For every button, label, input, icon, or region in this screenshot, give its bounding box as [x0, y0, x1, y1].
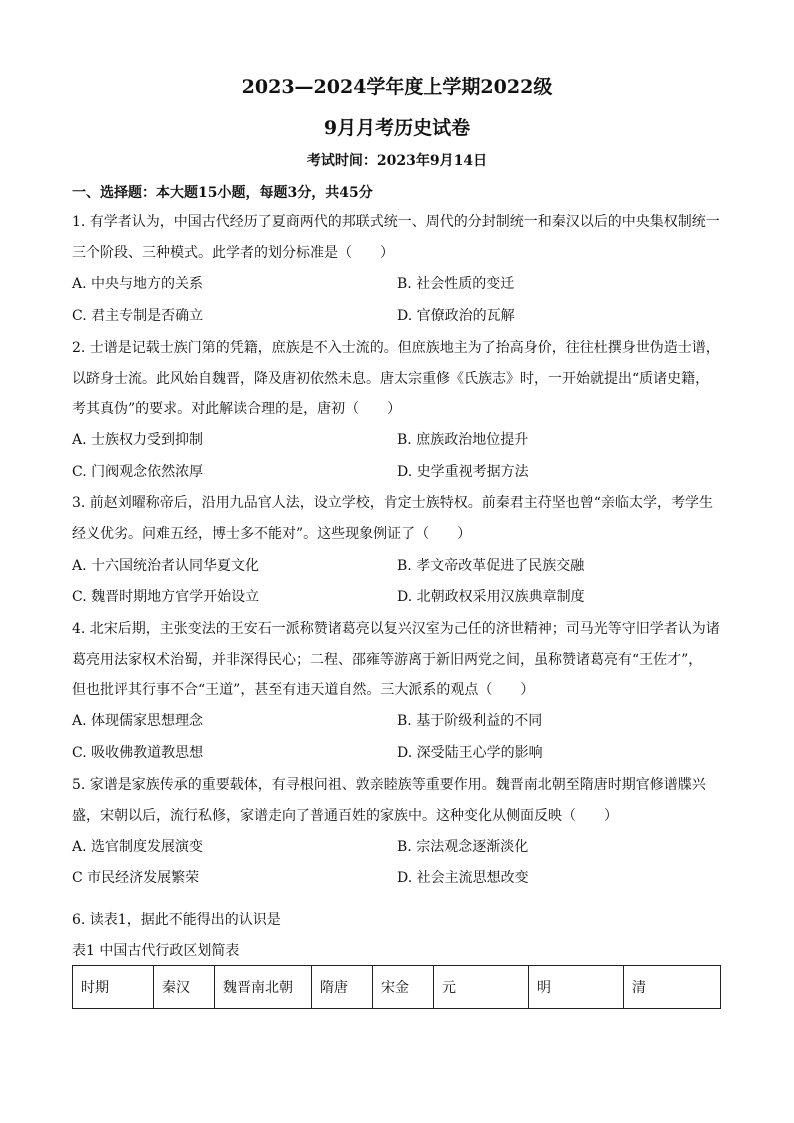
question-4-option-a: A. 体现儒家思想理念	[72, 713, 204, 729]
question-5-line-1: 5. 家谱是家族传承的重要载体，有寻根问祖、敦亲睦族等重要作用。魏晋南北朝至隋唐时期官修谱牒兴	[72, 777, 706, 793]
question-5-line-2: 盛，宋朝以后，流行私修，家谱走向了普通百姓的家族中。这种变化从侧面反映（ ）	[72, 808, 618, 824]
question-4-line-1: 4. 北宋后期，主张变法的王安石一派称赞诸葛亮以复兴汉室为己任的济世精神；司马光等守旧学者认为诸	[72, 621, 720, 637]
table-cell-period: 时期	[73, 966, 154, 1009]
table-row	[73, 966, 721, 1009]
table-caption: 表1 中国古代行政区划简表	[72, 943, 240, 959]
exam-title-line1: 2023—2024学年度上学期2022级	[241, 76, 553, 98]
question-5-option-d: D. 社会主流思想改变	[397, 870, 529, 886]
question-3-option-a: A. 十六国统治者认同华夏文化	[72, 558, 260, 574]
question-1-option-c: C. 君主专制是否确立	[72, 308, 204, 324]
question-2-option-d: D. 史学重视考据方法	[397, 464, 529, 480]
question-1-option-d: D. 官僚政治的瓦解	[397, 308, 515, 324]
question-3-line-2: 经义优劣。问难五经，博士多不能对”。这些现象例证了（ ）	[72, 526, 472, 542]
question-2-option-b: B. 庶族政治地位提升	[397, 432, 529, 448]
question-4-line-3: 但也批评其行事不合“王道”，甚至有违天道自然。三大派系的观点（ ）	[72, 682, 535, 698]
question-4-option-c: C. 吸收佛教道教思想	[72, 745, 204, 761]
question-3-option-c: C. 魏晋时期地方官学开始设立	[72, 589, 260, 605]
question-3-option-b: B. 孝文帝改革促进了民族交融	[397, 558, 585, 574]
table-cell-qing: 清	[624, 966, 721, 1009]
question-5-option-a: A. 选官制度发展演变	[72, 839, 204, 855]
exam-time: 考试时间：2023年9月14日	[306, 153, 488, 169]
table-cell-yuan: 元	[434, 966, 529, 1009]
admin-division-table	[72, 965, 721, 1009]
question-1-line-2: 三个阶段、三种模式。此学者的划分标准是（ ）	[72, 245, 394, 261]
question-4-option-b: B. 基于阶级利益的不同	[397, 713, 543, 729]
question-5-option-b: B. 宗法观念逐渐淡化	[397, 839, 529, 855]
question-1-option-b: B. 社会性质的变迁	[397, 276, 515, 292]
question-2-line-2: 以跻身士流。此风始自魏晋，降及唐初依然未息。唐太宗重修《氏族志》时，一开始就提出“质诸史籍，	[72, 371, 710, 387]
question-4-line-2: 葛亮用法家权术治蜀，并非深得民心；二程、邵雍等游离于新旧两党之间，虽称赞诸葛亮有“王佐才”，	[72, 652, 703, 668]
question-1-option-a: A. 中央与地方的关系	[72, 276, 204, 292]
exam-title-line2: 9月月考历史试卷	[323, 117, 471, 139]
question-2-line-3: 考其真伪”的要求。对此解读合理的是，唐初（ ）	[72, 401, 402, 417]
table-cell-weijin: 魏晋南北朝	[215, 966, 312, 1009]
table-cell-ming: 明	[529, 966, 624, 1009]
section-heading: 一、选择题：本大题15小题，每题3分，共45分	[72, 185, 373, 201]
table-cell-qinhan: 秦汉	[154, 966, 215, 1009]
question-4-option-d: D. 深受陆王心学的影响	[397, 745, 543, 761]
question-1-line-1: 1. 有学者认为，中国古代经历了夏商两代的邦联式统一、周代的分封制统一和秦汉以后的中央集权制统一	[72, 214, 720, 230]
question-3-line-1: 3. 前赵刘曜称帝后，沿用九品官人法，设立学校，肯定士族特权。前秦君主苻坚也曾“亲临太学，考学生	[72, 495, 713, 511]
question-5-option-c: C 市民经济发展繁荣	[72, 870, 200, 886]
table-cell-suitang: 隋唐	[312, 966, 373, 1009]
question-2-line-1: 2. 士谱是记载士族门第的凭籍，庶族是不入士流的。但庶族地主为了抬高身价，往往杜撰身世伪造士谱，	[72, 340, 720, 356]
table-cell-songjin: 宋金	[373, 966, 434, 1009]
question-6-line-1: 6. 读表1，据此不能得出的认识是	[72, 912, 281, 928]
question-2-option-c: C. 门阀观念依然浓厚	[72, 464, 204, 480]
question-2-option-a: A. 士族权力受到抑制	[72, 432, 204, 448]
question-3-option-d: D. 北朝政权采用汉族典章制度	[397, 589, 585, 605]
